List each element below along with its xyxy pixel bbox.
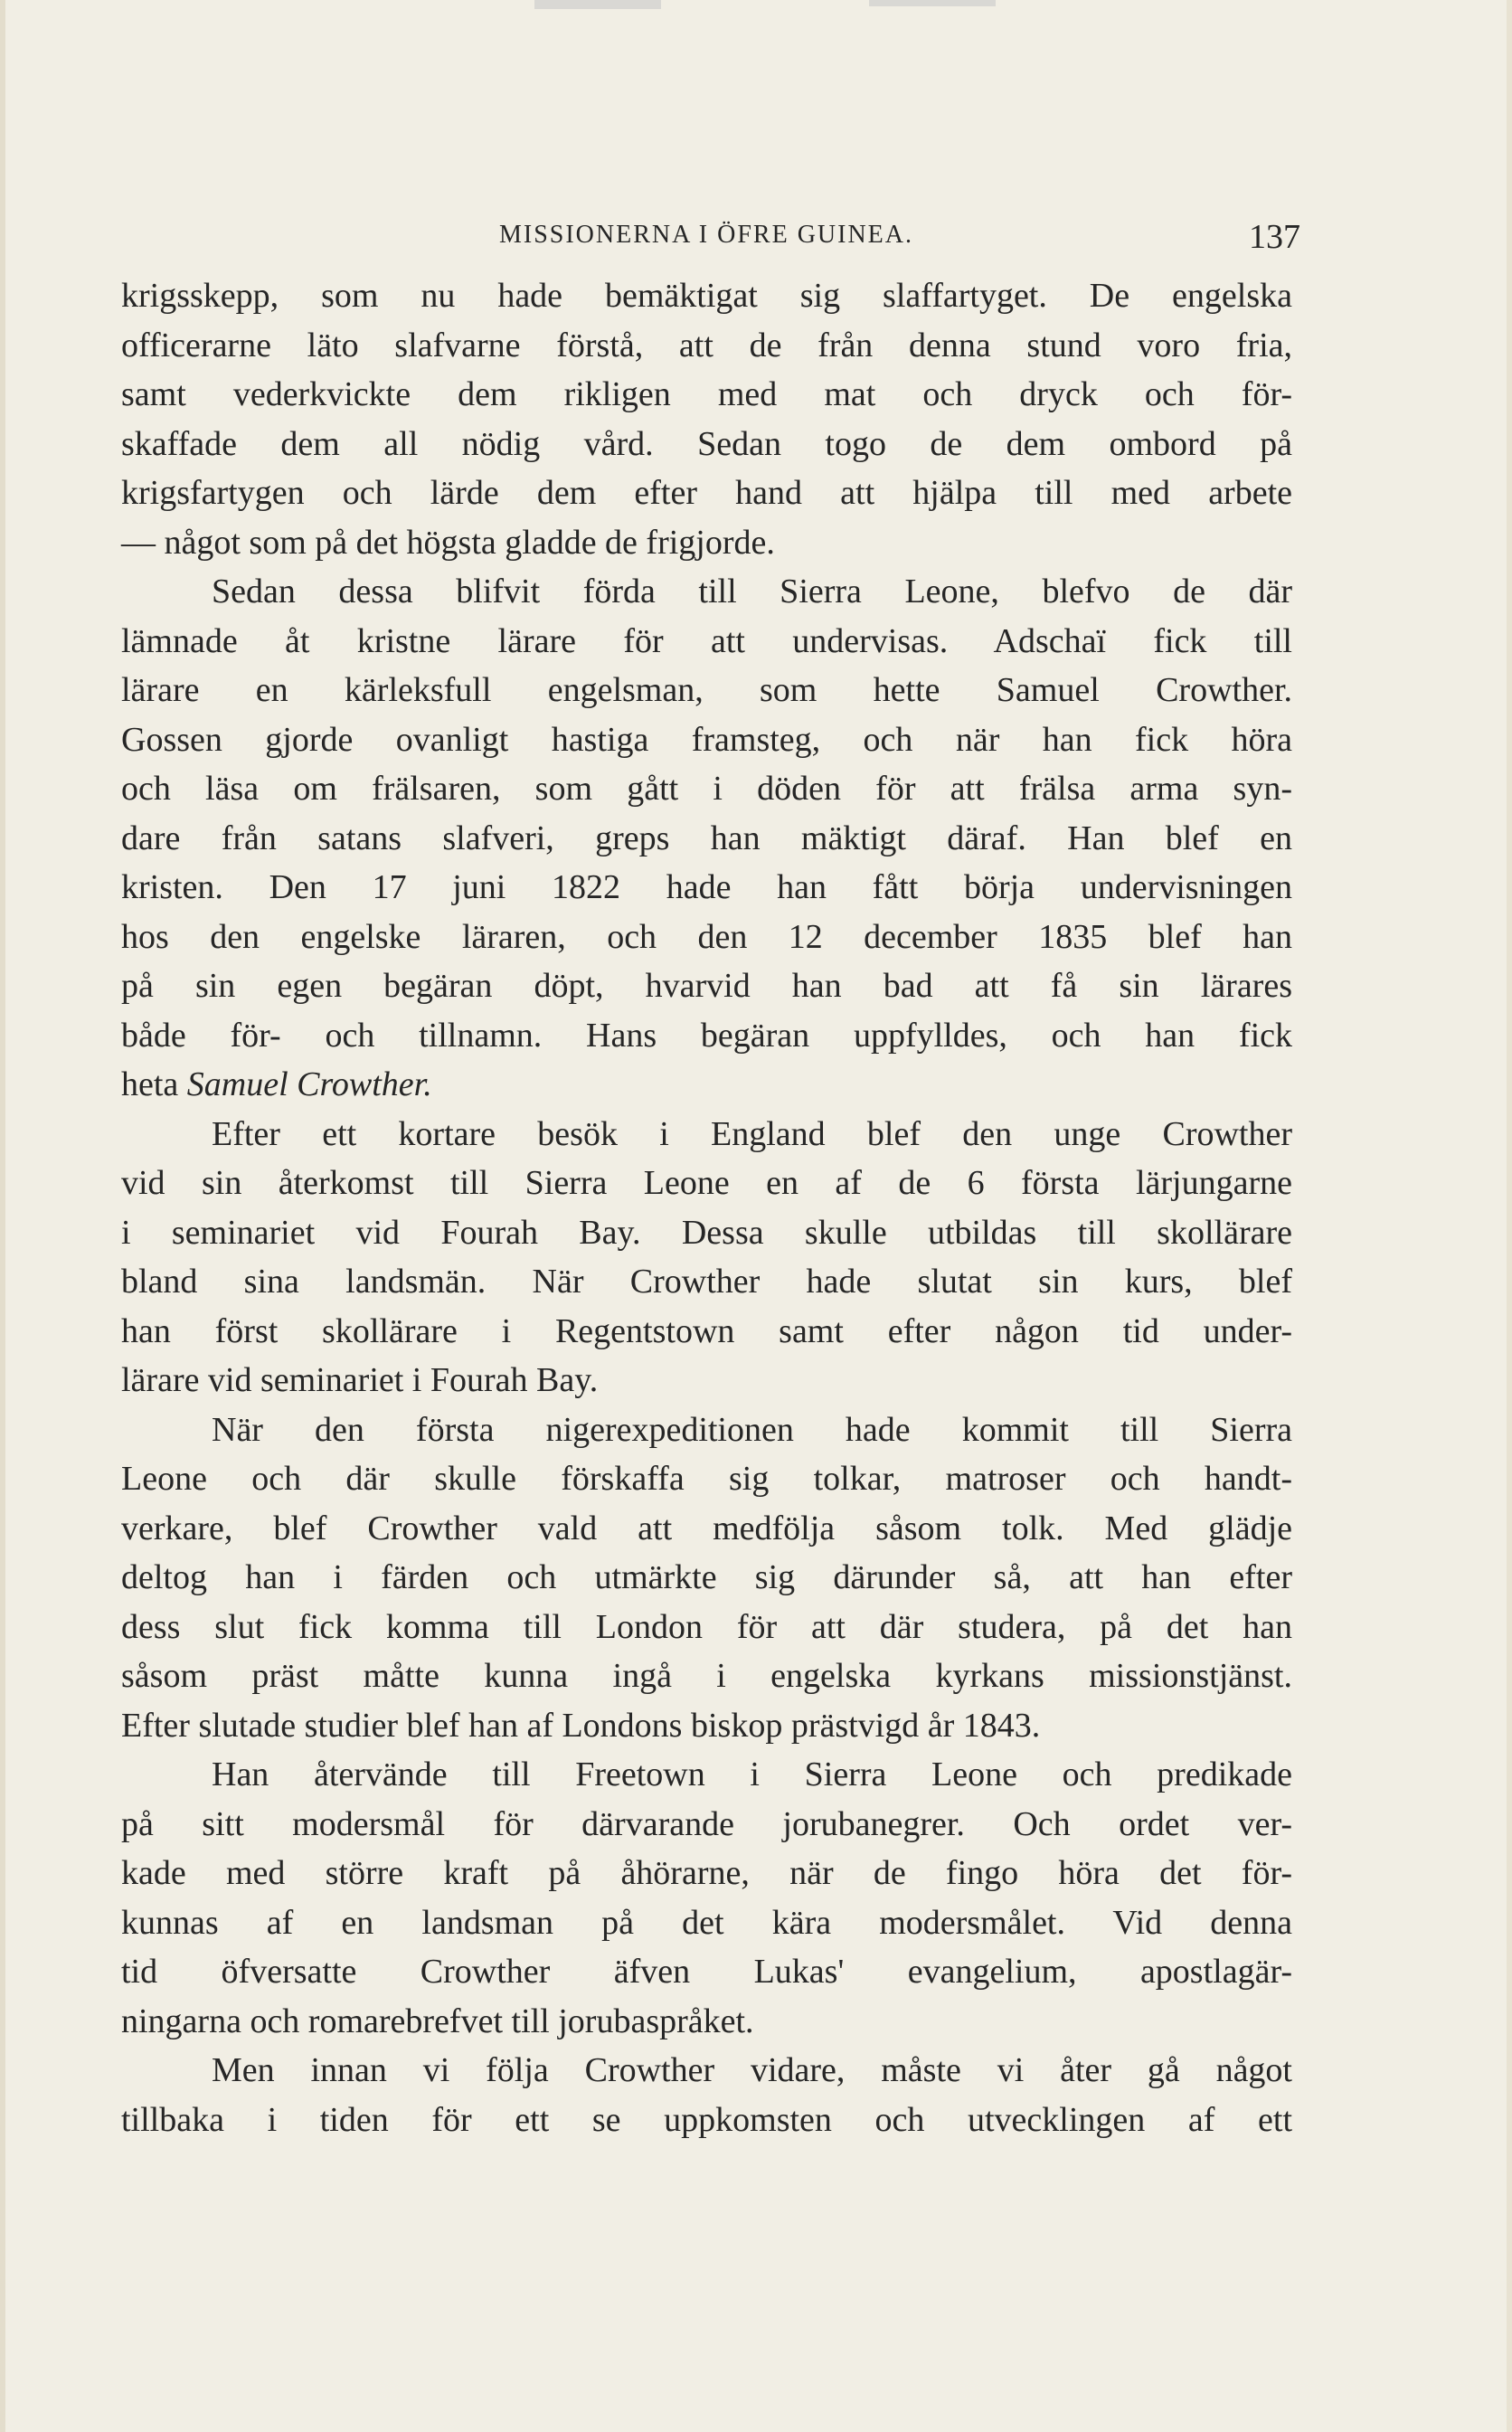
text-line: tillbaka i tiden för ett se uppkomsten och utvecklingen af ett xyxy=(121,2100,1292,2139)
text-line: Han återvände till Freetown i Sierra Leone och predikade xyxy=(212,1755,1292,1793)
text-line: Gossen gjorde ovanligt hastiga framsteg, och när han fick höra xyxy=(121,720,1292,759)
text-line: — något som på det högsta gladde de frigjorde. xyxy=(121,523,775,562)
text-line: vid sin återkomst till Sierra Leone en af de 6 första lärjungarne xyxy=(121,1164,1292,1202)
text-line: verkare, blef Crowther vald att medfölja såsom tolk. Med glädje xyxy=(121,1509,1292,1547)
text-line: lärare vid seminariet i Fourah Bay. xyxy=(121,1361,599,1399)
text-line: Men innan vi följa Crowther vidare, måste vi åter gå något xyxy=(212,2051,1292,2089)
text-line: När den första nigerexpeditionen hade kommit till Sierra xyxy=(212,1410,1292,1449)
text-line: dare från satans slafveri, greps han mäktigt däraf. Han blef en xyxy=(121,819,1292,857)
running-head xyxy=(123,217,1300,256)
text-line: skaffade dem all nödig vård. Sedan togo de dem ombord på xyxy=(121,424,1292,463)
text-line: dess slut fick komma till London för att där studera, på det han xyxy=(121,1607,1292,1646)
page-number: 137 xyxy=(1249,218,1300,256)
text-line: på sin egen begäran döpt, hvarvid han bad att få sin lärares xyxy=(121,967,1292,1005)
text-line: krigsskepp, som nu hade bemäktigat sig slaffartyget. De engelska xyxy=(121,277,1292,315)
scan-edge-mark xyxy=(534,0,661,9)
text-line: officerarne läto slafvarne förstå, att de från denna stund voro fria, xyxy=(121,326,1292,364)
text-line: tid öfversatte Crowther äfven Lukas' evangelium, apostlagär- xyxy=(121,1953,1292,1991)
text-line-with-name xyxy=(121,1060,1292,1110)
text-line: kunnas af en landsman på det kära modersmålet. Vid denna xyxy=(121,1903,1292,1942)
scan-edge-mark xyxy=(869,0,996,6)
text-line: Efter ett kortare besök i England blef den unge Crowther xyxy=(212,1114,1292,1153)
body-text xyxy=(121,271,1292,2144)
text-line: ningarna och romarebrefvet till jorubaspråket. xyxy=(121,2001,754,2040)
text-line: samt vederkvickte dem rikligen med mat och dryck och för- xyxy=(121,375,1292,413)
text-line: både för- och tillnamn. Hans begäran uppfylldes, och han fick xyxy=(121,1016,1292,1055)
text-line: på sitt modersmål för därvarande jorubanegrer. Och ordet ver- xyxy=(121,1804,1292,1843)
text-line: Efter slutade studier blef han af Londons biskop prästvigd år 1843. xyxy=(121,1706,1041,1745)
text-line: lärare en kärleksfull engelsman, som hette Samuel Crowther. xyxy=(121,671,1292,709)
text-line: hos den engelske läraren, och den 12 december 1835 blef han xyxy=(121,917,1292,956)
text-fragment: heta xyxy=(121,1065,179,1103)
text-line: i seminariet vid Fourah Bay. Dessa skulle utbildas till skollärare xyxy=(121,1213,1292,1252)
text-line: krigsfartygen och lärde dem efter hand att hjälpa till med arbete xyxy=(121,474,1292,512)
chapter-title: MISSIONERNA I ÖFRE GUINEA. xyxy=(498,221,913,249)
text-line: såsom präst måtte kunna ingå i engelska kyrkans missionstjänst. xyxy=(121,1657,1292,1695)
italic-name: Samuel Crowther. xyxy=(186,1065,432,1103)
text-line: kade med större kraft på åhörarne, när de fingo höra det för- xyxy=(121,1854,1292,1892)
text-line: Sedan dessa blifvit förda till Sierra Leone, blefvo de där xyxy=(212,573,1292,610)
text-line: lämnade åt kristne lärare för att undervisas. Adschaï fick till xyxy=(121,621,1292,660)
text-line: och läsa om frälsaren, som gått i döden för att frälsa arma syn- xyxy=(121,770,1292,808)
text-line: bland sina landsmän. När Crowther hade slutat sin kurs, blef xyxy=(121,1263,1292,1301)
text-line: deltog han i färden och utmärkte sig därunder så, att han efter xyxy=(121,1558,1292,1596)
text-line: kristen. Den 17 juni 1822 hade han fått börja undervisningen xyxy=(121,868,1292,906)
text-line: Leone och där skulle förskaffa sig tolkar, matroser och handt- xyxy=(121,1460,1292,1498)
text-line: han först skollärare i Regentstown samt efter någon tid under- xyxy=(121,1311,1292,1350)
